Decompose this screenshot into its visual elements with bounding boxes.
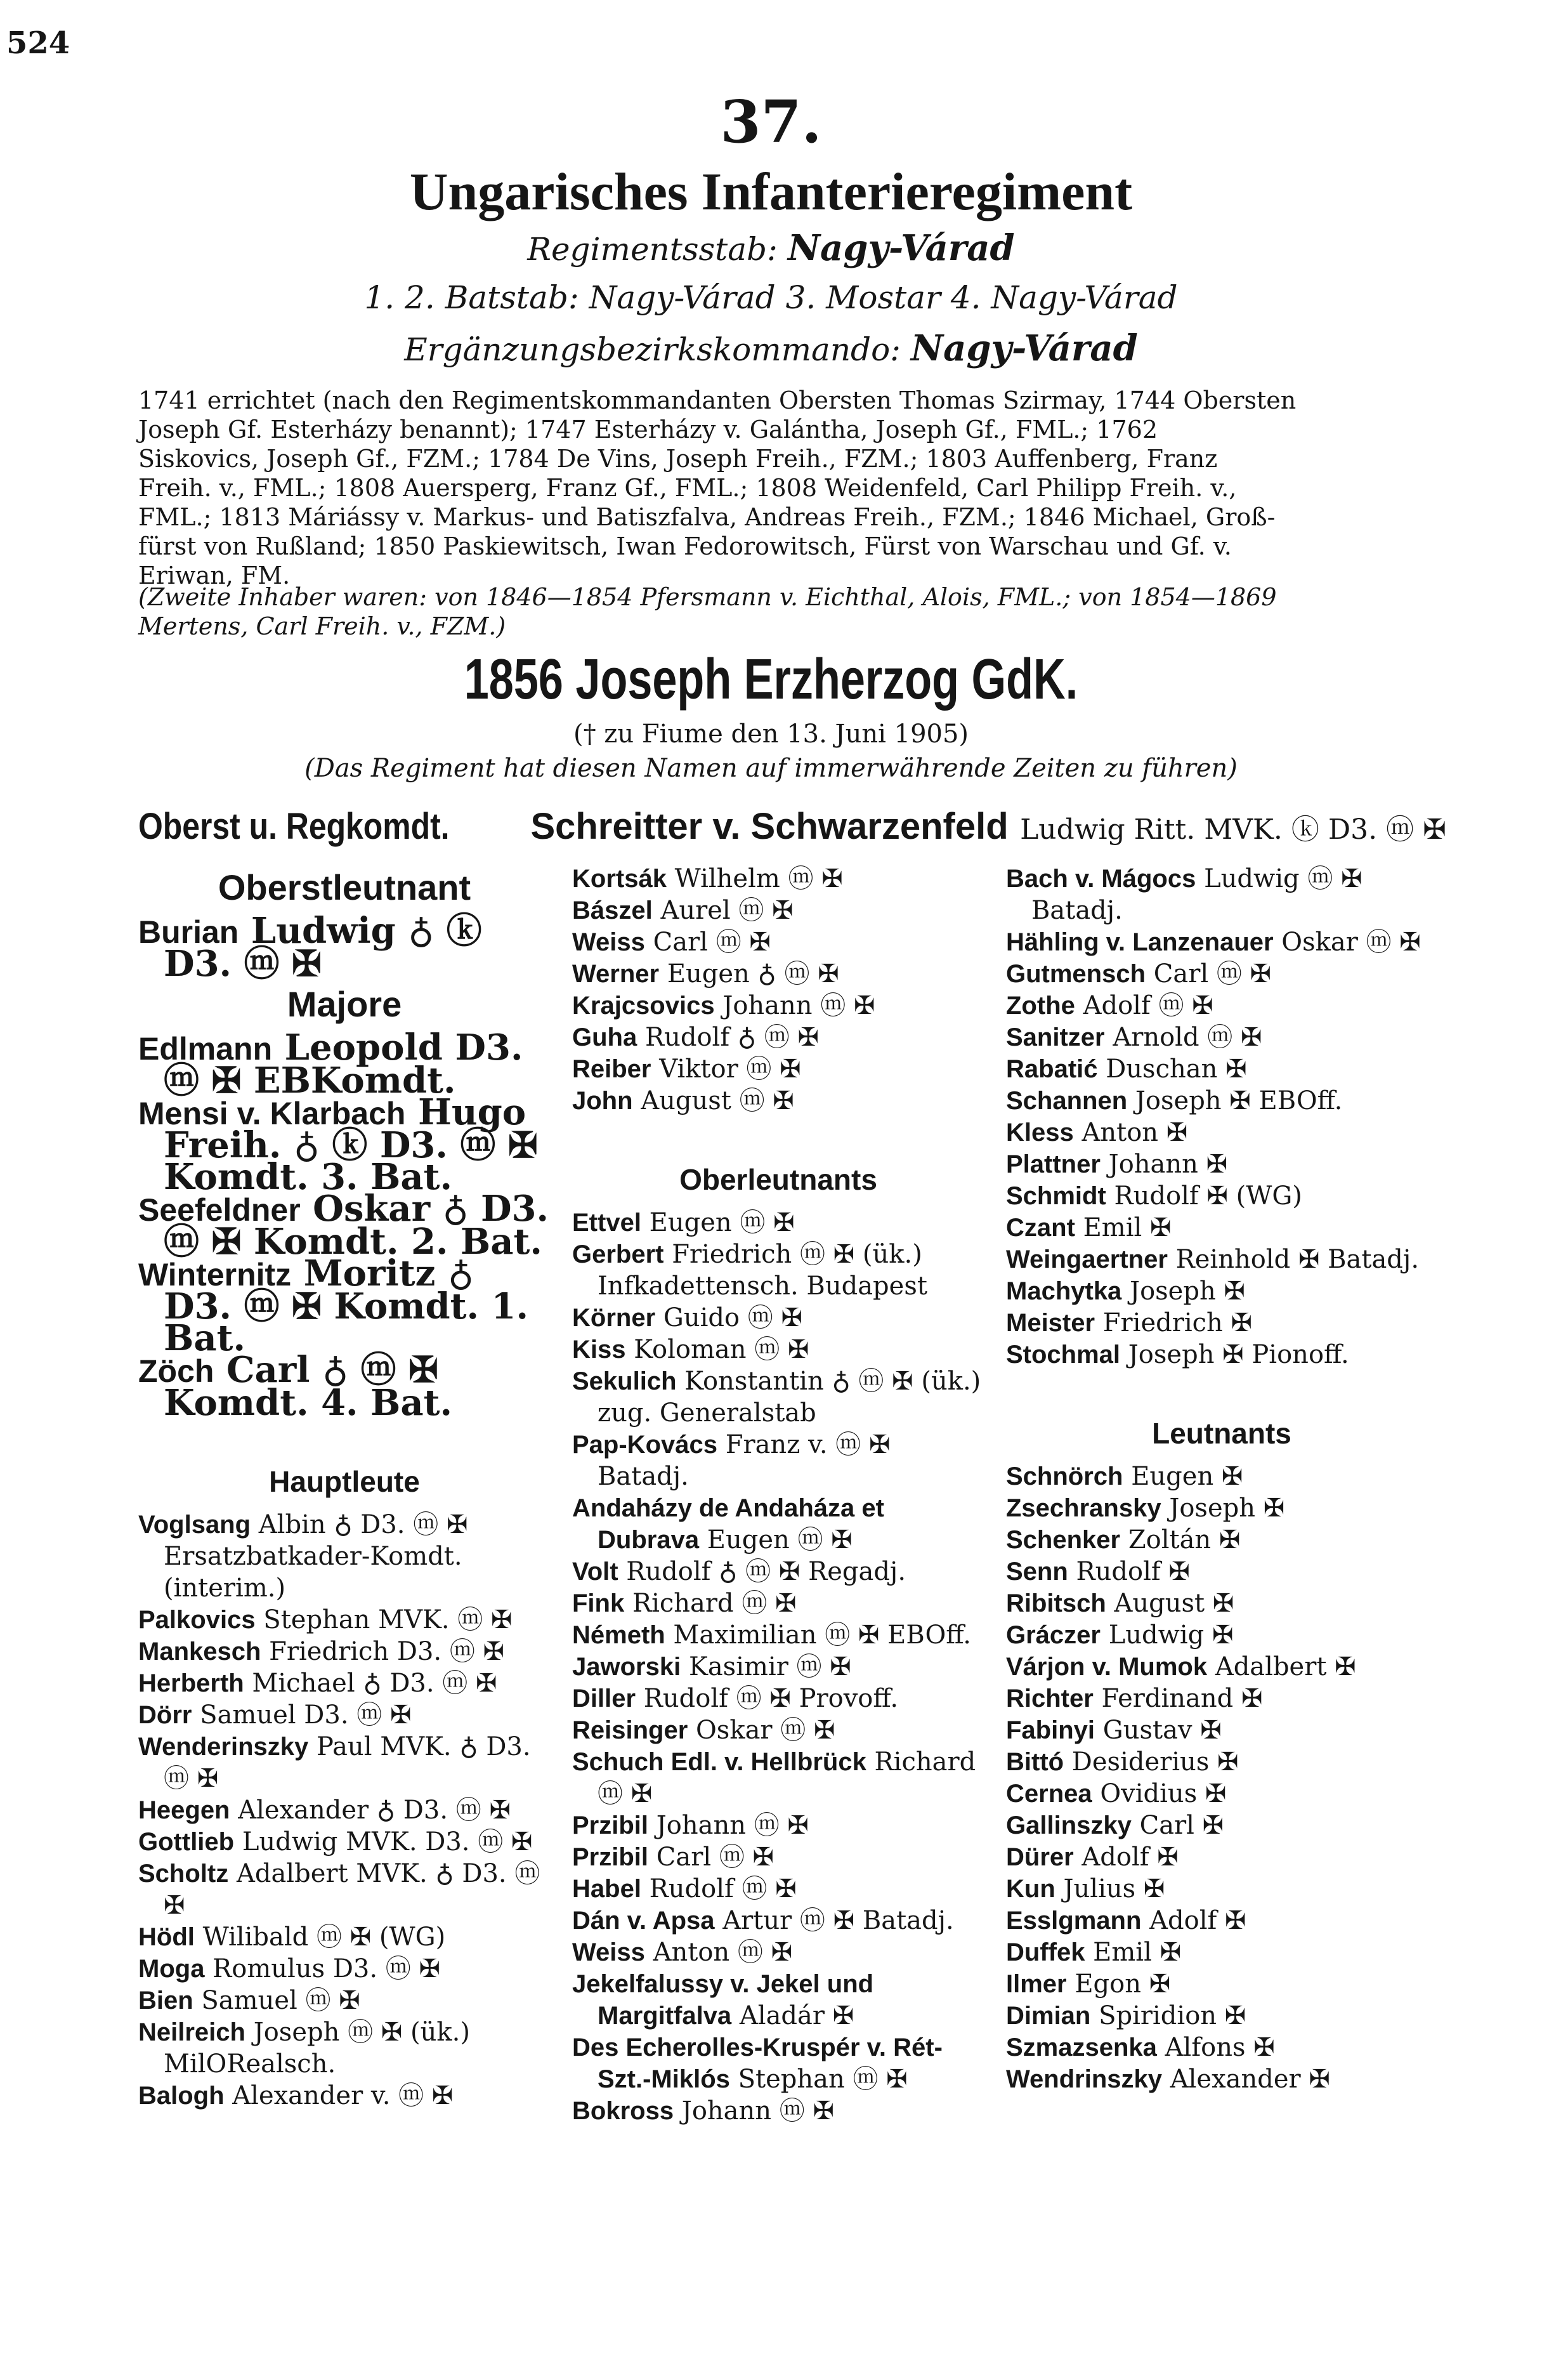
entry-name: Schenker	[1006, 1526, 1121, 1554]
list-entry	[1006, 1778, 1437, 1810]
leutnants-heading: Leutnants	[1152, 1417, 1291, 1450]
entry-name: Cernea	[1006, 1780, 1092, 1808]
entry-details: Johann ⓜ ✠	[722, 991, 875, 1020]
list-entry	[138, 1027, 551, 1101]
entry-details: Ferdinand ✠	[1101, 1684, 1263, 1713]
list-entry	[1006, 1714, 1437, 1746]
entry-details: Alexander v. ⓜ ✠	[232, 2081, 454, 2110]
entry-details: Spiridion ✠	[1099, 2001, 1246, 2030]
entry-name: Zöch	[138, 1353, 214, 1389]
entry-name: Bien	[138, 1987, 193, 2015]
oberst-line	[138, 805, 1470, 848]
entry-details: Carl ♁ ⓜ ✠ Komdt. 4. Bat.	[164, 1349, 452, 1424]
entry-details: Rudolf ⓜ ✠ Provoff.	[643, 1684, 899, 1713]
entry-details: Joseph ✠	[1130, 1277, 1245, 1306]
list-entry	[572, 895, 984, 926]
column-2	[572, 863, 984, 2127]
entry-name: Reiber	[572, 1055, 651, 1083]
entry-name: Bach v. Mágocs	[1006, 865, 1196, 893]
entry-name: Winternitz	[138, 1257, 292, 1292]
list-entry	[1006, 1117, 1437, 1148]
zweite-inhaber-line: Mertens, Carl Freih. v., FZM.)	[138, 612, 506, 640]
history-line: FML.; 1813 Máriássy v. Markus- und Batiszfalva, Andreas Freih., FZM.; 1846 Michael, Groß-	[138, 503, 1276, 531]
entry-details: Adolf ✠	[1149, 1906, 1246, 1935]
list-entry	[138, 1985, 551, 2016]
entry-details: Zoltán ✠	[1128, 1525, 1241, 1555]
entry-details: Anton ⓜ ✠	[653, 1938, 793, 1967]
entry-name: Gráczer	[1006, 1621, 1101, 1649]
entry-name: Weiss	[572, 1938, 645, 1966]
entry-name: Hähling v. Lanzenauer	[1006, 928, 1274, 956]
list-entry	[1006, 1556, 1437, 1588]
entry-details: Duschan ✠	[1106, 1055, 1247, 1084]
list-entry	[1006, 1619, 1437, 1651]
entry-name: Hödl	[138, 1923, 195, 1951]
entry-name: Gerbert	[572, 1240, 664, 1268]
death-note: († zu Fiume den 13. Juni 1905)	[573, 720, 969, 749]
list-entry	[138, 1953, 551, 1985]
history-line: fürst von Rußland; 1850 Paskiewitsch, Iwan Fedorowitsch, Fürst von Warschau und Gf. v.	[138, 532, 1232, 560]
entry-details: Richard ⓜ ✠	[632, 1589, 797, 1618]
entry-name: Sekulich	[572, 1367, 677, 1395]
entry-name: Reisinger	[572, 1716, 688, 1744]
list-entry	[572, 1841, 984, 1873]
list-entry	[1006, 1651, 1437, 1683]
entry-details: Friedrich ⓜ ✠ (ük.) Infkadettensch. Budapest	[598, 1240, 927, 1301]
list-entry	[1006, 2032, 1437, 2063]
entry-details: Ludwig ✠	[1108, 1621, 1234, 1650]
list-entry	[1006, 1212, 1437, 1244]
entry-details: Gustav ✠	[1102, 1716, 1222, 1745]
oberst-label: Oberst u. Regkomdt.	[138, 806, 450, 847]
entry-details: Emil ✠	[1083, 1213, 1172, 1242]
entry-details: Koloman ⓜ ✠	[634, 1335, 809, 1364]
history-line: Freih. v., FML.; 1808 Auersperg, Franz Gf., FML.; 1808 Weidenfeld, Carl Philipp Freih. v.,	[138, 474, 1237, 502]
entry-name: Voglsang	[138, 1511, 251, 1539]
entry-name: Stochmal	[1006, 1341, 1121, 1369]
oberstleutnant-list	[138, 910, 551, 985]
entry-details: Carl ⓜ ✠	[1153, 959, 1272, 989]
entry-name: Sanitzer	[1006, 1023, 1105, 1051]
entry-name: Szmazsenka	[1006, 2034, 1157, 2061]
entry-name: Weingaertner	[1006, 1246, 1168, 1273]
ergaenzung-label: Ergänzungsbezirkskommando:	[404, 331, 901, 368]
entry-details: Oskar ♁ D3. ⓜ ✠ Komdt. 2. Bat.	[164, 1188, 549, 1263]
entry-details: Joseph ✠ Pionoff.	[1128, 1340, 1349, 1369]
list-entry	[572, 1207, 984, 1239]
entry-details: Rudolf ⓜ ✠	[649, 1874, 797, 1903]
entry-name: Zothe	[1006, 992, 1075, 1020]
list-entry	[1006, 1968, 1437, 2000]
entry-name: Fink	[572, 1589, 625, 1617]
entry-name: Bittó	[1006, 1748, 1064, 1776]
entry-details: Adolf ✠	[1081, 1843, 1179, 1872]
column-1	[138, 863, 551, 2112]
entry-details: Adalbert ✠	[1215, 1652, 1356, 1681]
list-entry	[1006, 2000, 1437, 2032]
list-entry	[1006, 1746, 1437, 1778]
entry-details: Rudolf ♁ ⓜ ✠	[644, 1023, 820, 1052]
entry-details: Johann ⓜ ✠	[656, 1811, 809, 1840]
entry-name: Moga	[138, 1955, 205, 1983]
entry-details: Artur ⓜ ✠ Batadj.	[722, 1906, 954, 1935]
entry-name: Kless	[1006, 1119, 1074, 1147]
zweite-inhaber	[138, 582, 1446, 641]
entry-name: Schnörch	[1006, 1463, 1123, 1490]
entry-details: Aurel ⓜ ✠	[660, 896, 794, 925]
list-entry	[572, 926, 984, 958]
entry-details: Alexander ✠	[1170, 2065, 1330, 2094]
entry-details: Oskar ⓜ ✠	[1281, 928, 1421, 957]
entry-details: Rudolf ✠	[1076, 1557, 1190, 1586]
list-entry	[572, 1085, 984, 1117]
entry-name: Heegen	[138, 1796, 230, 1824]
entry-details: Carl ⓜ ✠	[656, 1843, 774, 1872]
regimentsstab-line	[0, 227, 1542, 269]
list-entry	[138, 1509, 551, 1604]
list-entry	[138, 1858, 551, 1921]
entry-name: Dimian	[1006, 2002, 1091, 2030]
entry-name: Gottlieb	[138, 1828, 235, 1856]
ergaenzung-value: Nagy-Várad	[910, 327, 1138, 369]
list-entry	[1006, 1841, 1437, 1873]
entry-name: Des Echerolles-Kruspér v. Rét-Szt.-Miklós	[572, 2034, 943, 2093]
list-entry	[1006, 2063, 1437, 2095]
hauptleute-list	[138, 1509, 551, 2112]
entry-details: Egon ✠	[1075, 1969, 1171, 1999]
entry-name: Bászel	[572, 897, 653, 924]
entry-name: Ettvel	[572, 1209, 641, 1237]
leutnants-list	[1006, 1461, 1437, 2095]
entry-details: Samuel D3. ⓜ ✠	[200, 1700, 412, 1730]
entry-name: Andaházy de Andaháza et Dubrava	[572, 1494, 884, 1554]
entry-details: Stephan ⓜ ✠	[738, 2065, 908, 2094]
list-entry	[138, 1921, 551, 1953]
zweite-inhaber-line: (Zweite Inhaber waren: von 1846—1854 Pfersmann v. Eichthal, Alois, FML.; von 1854—1869	[138, 583, 1277, 611]
entry-details: Ludwig MVK. D3. ⓜ ✠	[242, 1827, 533, 1857]
list-entry	[572, 1936, 984, 1968]
list-entry	[138, 2080, 551, 2112]
list-entry	[138, 1699, 551, 1731]
entry-details: Hugo Freih. ♁ ⓚ D3. ⓜ ✠ Komdt. 3. Bat.	[164, 1091, 538, 1198]
entry-name: Schannen	[1006, 1087, 1128, 1115]
entry-details: Maximilian ⓜ ✠ EBOff.	[673, 1621, 971, 1650]
entry-details: Reinhold ✠ Batadj.	[1175, 1245, 1420, 1274]
entry-details: Oskar ⓜ ✠	[696, 1716, 835, 1745]
entry-name: Várjon v. Mumok	[1006, 1653, 1208, 1681]
entry-name: Krajcsovics	[572, 992, 715, 1020]
list-entry	[1006, 1492, 1437, 1524]
entry-details: Carl ⓜ ✠	[653, 928, 771, 957]
entry-name: Czant	[1006, 1214, 1075, 1242]
regiment-number: 37.	[720, 88, 822, 156]
list-entry	[1006, 1148, 1437, 1180]
entry-name: Ribitsch	[1006, 1589, 1106, 1617]
list-entry	[1006, 1810, 1437, 1841]
list-entry	[572, 1873, 984, 1905]
entry-name: Mankesch	[138, 1638, 261, 1666]
list-entry	[1006, 863, 1437, 926]
list-entry	[572, 990, 984, 1022]
list-entry	[1006, 1307, 1437, 1339]
majore-heading: Majore	[287, 984, 402, 1024]
entry-details: Joseph ✠	[1169, 1494, 1285, 1523]
oberleutnants-heading: Oberleutnants	[679, 1163, 877, 1196]
entry-details: Richard ⓜ ✠	[598, 1747, 976, 1808]
list-entry	[572, 1556, 984, 1588]
entry-name: Przibil	[572, 1811, 649, 1839]
list-entry	[572, 1651, 984, 1683]
list-entry	[138, 910, 551, 985]
list-entry	[1006, 1339, 1437, 1371]
list-entry	[572, 958, 984, 990]
entry-details: Wilhelm ⓜ ✠	[674, 864, 843, 893]
page-number: 524	[6, 25, 70, 61]
list-entry	[1006, 1085, 1437, 1117]
entry-details: Franz v. ⓜ ✠ Batadj.	[598, 1430, 891, 1491]
entry-name: Jaworski	[572, 1653, 681, 1681]
list-entry	[138, 1731, 551, 1794]
list-entry	[572, 1746, 984, 1810]
entry-details: Ludwig ⓜ ✠ Batadj.	[1031, 864, 1362, 925]
list-entry	[572, 1714, 984, 1746]
list-entry	[1006, 1244, 1437, 1275]
entry-details: Rudolf ✠ (WG)	[1114, 1181, 1302, 1211]
list-entry	[138, 1091, 551, 1198]
entry-name: Schmidt	[1006, 1182, 1106, 1210]
entry-name: John	[572, 1087, 633, 1115]
oberst-details: Ludwig Ritt. MVK. ⓚ D3. ⓜ ✠	[1020, 813, 1446, 846]
entry-details: Ovidius ✠	[1100, 1779, 1227, 1808]
name-note: (Das Regiment hat diesen Namen auf immerwährende Zeiten zu führen)	[304, 754, 1238, 783]
entry-name: Neilreich	[138, 2018, 245, 2046]
list-entry	[572, 863, 984, 895]
entry-name: Zsechransky	[1006, 1494, 1161, 1522]
entry-details: Eugen ⓜ ✠	[707, 1525, 853, 1555]
entry-name: Kiss	[572, 1336, 626, 1364]
list-entry	[138, 1794, 551, 1826]
hauptleute-heading: Hauptleute	[269, 1465, 420, 1498]
list-entry	[572, 1022, 984, 1053]
entry-details: Stephan MVK. ⓜ ✠	[263, 1605, 513, 1634]
entry-details: Eugen ✠	[1131, 1462, 1243, 1491]
entry-details: Desiderius ✠	[1071, 1747, 1239, 1777]
entry-details: Moritz ♁ D3. ⓜ ✠ Komdt. 1. Bat.	[164, 1252, 528, 1359]
list-entry	[1006, 1275, 1437, 1307]
entry-name: Przibil	[572, 1843, 649, 1871]
entry-name: Guha	[572, 1023, 637, 1051]
entry-name: Balogh	[138, 2082, 225, 2110]
entry-details: Viktor ⓜ ✠	[659, 1055, 801, 1084]
entry-name: Pap-Kovács	[572, 1431, 717, 1459]
entry-name: Palkovics	[138, 1606, 256, 1634]
entry-name: Rabatić	[1006, 1055, 1098, 1083]
list-entry	[1006, 926, 1437, 958]
entry-details: Adolf ⓜ ✠	[1083, 991, 1213, 1020]
list-entry	[1006, 1873, 1437, 1905]
entry-details: Johann ✠	[1108, 1150, 1228, 1179]
entry-details: Samuel ⓜ ✠	[201, 1986, 360, 2015]
entry-details: Paul MVK. ♁ D3. ⓜ ✠	[164, 1732, 531, 1793]
entry-details: Albin ♁ D3. ⓜ ✠ Ersatzbatkader-Komdt. (interim.)	[164, 1510, 468, 1603]
list-entry	[572, 2095, 984, 2127]
list-entry	[138, 1349, 551, 1424]
entry-name: Körner	[572, 1304, 656, 1332]
entry-details: Anton ✠	[1081, 1118, 1188, 1147]
entry-name: Kortsák	[572, 865, 667, 893]
history-line: Joseph Gf. Esterházy benannt); 1747 Esterházy v. Galántha, Joseph Gf., FML.; 1762	[138, 416, 1158, 444]
entry-name: Werner	[572, 960, 660, 988]
entry-details: Julius ✠	[1063, 1874, 1165, 1903]
list-entry	[138, 1667, 551, 1699]
list-entry	[1006, 1053, 1437, 1085]
entry-details: Michael ♁ D3. ⓜ ✠	[252, 1669, 497, 1698]
list-entry	[1006, 990, 1437, 1022]
list-entry	[1006, 1022, 1437, 1053]
entry-details: Joseph ⓜ ✠ (ük.) MilORealsch.	[164, 2018, 470, 2079]
regimentsstab-label: Regimentsstab:	[527, 231, 778, 268]
list-entry	[572, 1619, 984, 1651]
entry-name: Duffek	[1006, 1938, 1085, 1966]
entry-details: Aladár ✠	[739, 2001, 854, 2030]
entry-details: Alfons ✠	[1165, 2033, 1275, 2062]
entry-details: Carl ✠	[1139, 1811, 1224, 1840]
list-entry	[572, 2032, 984, 2095]
history-line: 1741 errichtet (nach den Regimentskommandanten Obersten Thomas Szirmay, 1744 Obersten	[138, 386, 1297, 414]
entry-name: Schuch Edl. v. Hellbrück	[572, 1748, 866, 1776]
entry-name: Seefeldner	[138, 1192, 301, 1228]
oberleutnants-continued-list	[1006, 863, 1437, 1371]
entry-name: Dán v. Apsa	[572, 1907, 715, 1935]
list-entry	[1006, 1936, 1437, 1968]
entry-details: Friedrich D3. ⓜ ✠	[269, 1637, 505, 1666]
column-3	[1006, 863, 1437, 2095]
entry-name: Herberth	[138, 1669, 244, 1697]
entry-name: Senn	[1006, 1558, 1068, 1586]
entry-name: Mensi v. Klarbach	[138, 1096, 406, 1131]
entry-name: Kun	[1006, 1875, 1055, 1903]
list-entry	[572, 1810, 984, 1841]
entry-name: Bokross	[572, 2097, 674, 2125]
entry-name: Habel	[572, 1875, 641, 1903]
entry-details: Johann ⓜ ✠	[681, 2096, 834, 2126]
list-entry	[138, 2016, 551, 2080]
entry-name: Burian	[138, 914, 239, 950]
history-line: Siskovics, Joseph Gf., FZM.; 1784 De Vins, Joseph Freih., FZM.; 1803 Auffenberg, Franz	[138, 445, 1218, 473]
entry-details: Leopold D3. ⓜ ✠ EBKomdt.	[164, 1027, 523, 1101]
entry-name: Edlmann	[138, 1031, 273, 1067]
history-line: Eriwan, FM.	[138, 562, 291, 589]
entry-details: Ludwig ♁ ⓚ D3. ⓜ ✠	[164, 910, 482, 985]
list-entry	[572, 1588, 984, 1619]
entry-details: Romulus D3. ⓜ ✠	[212, 1954, 441, 1983]
entry-details: Arnold ⓜ ✠	[1113, 1023, 1262, 1052]
entry-name: Esslgmann	[1006, 1907, 1142, 1935]
list-entry	[572, 1365, 984, 1429]
list-entry	[138, 1188, 551, 1263]
batstab-line: 1. 2. Batstab: Nagy-Várad 3. Mostar 4. Nagy-Várad	[364, 279, 1178, 316]
list-entry	[1006, 1683, 1437, 1714]
majore-list	[138, 1027, 551, 1424]
list-entry	[138, 1636, 551, 1667]
entry-name: Wendrinszky	[1006, 2065, 1162, 2093]
list-entry	[572, 1683, 984, 1714]
oberst-name: Schreitter v. Schwarzenfeld	[530, 806, 1009, 847]
entry-name: Meister	[1006, 1309, 1095, 1337]
list-entry	[572, 1429, 984, 1492]
entry-name: Volt	[572, 1558, 618, 1586]
inhaber-title: 1856 Joseph Erzherzog GdK.	[464, 648, 1078, 711]
entry-details: Wilibald ⓜ ✠ (WG)	[202, 1923, 446, 1952]
regiment-name: Ungarisches Infanterieregiment	[409, 162, 1133, 221]
entry-details: Alexander ♁ D3. ⓜ ✠	[238, 1796, 511, 1825]
list-entry	[1006, 1180, 1437, 1212]
oberleutnants-list	[572, 1207, 984, 2127]
entry-details: Joseph ✠ EBOff.	[1135, 1086, 1343, 1115]
entry-name: Wenderinszky	[138, 1733, 309, 1761]
list-entry	[1006, 1524, 1437, 1556]
entry-name: Plattner	[1006, 1150, 1101, 1178]
entry-name: Gallinszky	[1006, 1811, 1132, 1839]
entry-details: Emil ✠	[1093, 1938, 1182, 1967]
entry-name: Scholtz	[138, 1860, 229, 1888]
entry-name: Jekelfalussy v. Jekel und Margitfalva	[572, 1970, 874, 2030]
regiment-history	[138, 386, 1446, 590]
entry-details: Eugen ♁ ⓜ ✠	[667, 959, 839, 989]
list-entry	[1006, 1461, 1437, 1492]
entry-details: Kasimir ⓜ ✠	[688, 1652, 851, 1681]
entry-details: Adalbert MVK. ♁ D3. ⓜ ✠	[164, 1859, 540, 1920]
entry-name: Fabinyi	[1006, 1716, 1095, 1744]
list-entry	[138, 1604, 551, 1636]
list-entry	[572, 1968, 984, 2032]
entry-details: Guido ⓜ ✠	[663, 1303, 802, 1332]
entry-details: August ✠	[1114, 1589, 1234, 1618]
list-entry	[572, 1302, 984, 1334]
list-entry	[138, 1252, 551, 1359]
list-entry	[1006, 958, 1437, 990]
entry-name: Ilmer	[1006, 1970, 1067, 1998]
list-entry	[572, 1239, 984, 1302]
entry-name: Dörr	[138, 1701, 192, 1729]
hauptleute-continued-list	[572, 863, 984, 1117]
entry-name: Dürer	[1006, 1843, 1074, 1871]
regimentsstab-value: Nagy-Várad	[787, 227, 1015, 269]
entry-name: Diller	[572, 1685, 636, 1713]
entry-name: Richter	[1006, 1685, 1094, 1713]
entry-name: Weiss	[572, 928, 645, 956]
entry-details: August ⓜ ✠	[641, 1086, 794, 1115]
entry-details: Eugen ⓜ ✠	[649, 1208, 795, 1237]
entry-details: Rudolf ♁ ⓜ ✠ Regadj.	[626, 1557, 906, 1586]
entry-details: Friedrich ✠	[1102, 1308, 1253, 1338]
entry-name: Machytka	[1006, 1277, 1122, 1305]
entry-name: Gutmensch	[1006, 960, 1146, 988]
list-entry	[572, 1053, 984, 1085]
list-entry	[1006, 1588, 1437, 1619]
list-entry	[572, 1334, 984, 1365]
list-entry	[572, 1492, 984, 1556]
entry-details: Konstantin ♁ ⓜ ✠ (ük.) zug. Generalstab	[598, 1367, 981, 1428]
list-entry	[138, 1826, 551, 1858]
entry-name: Németh	[572, 1621, 665, 1649]
list-entry	[572, 1905, 984, 1936]
ergaenzung-line	[0, 327, 1542, 369]
oberstleutnant-heading: Oberstleutnant	[218, 867, 471, 907]
list-entry	[1006, 1905, 1437, 1936]
